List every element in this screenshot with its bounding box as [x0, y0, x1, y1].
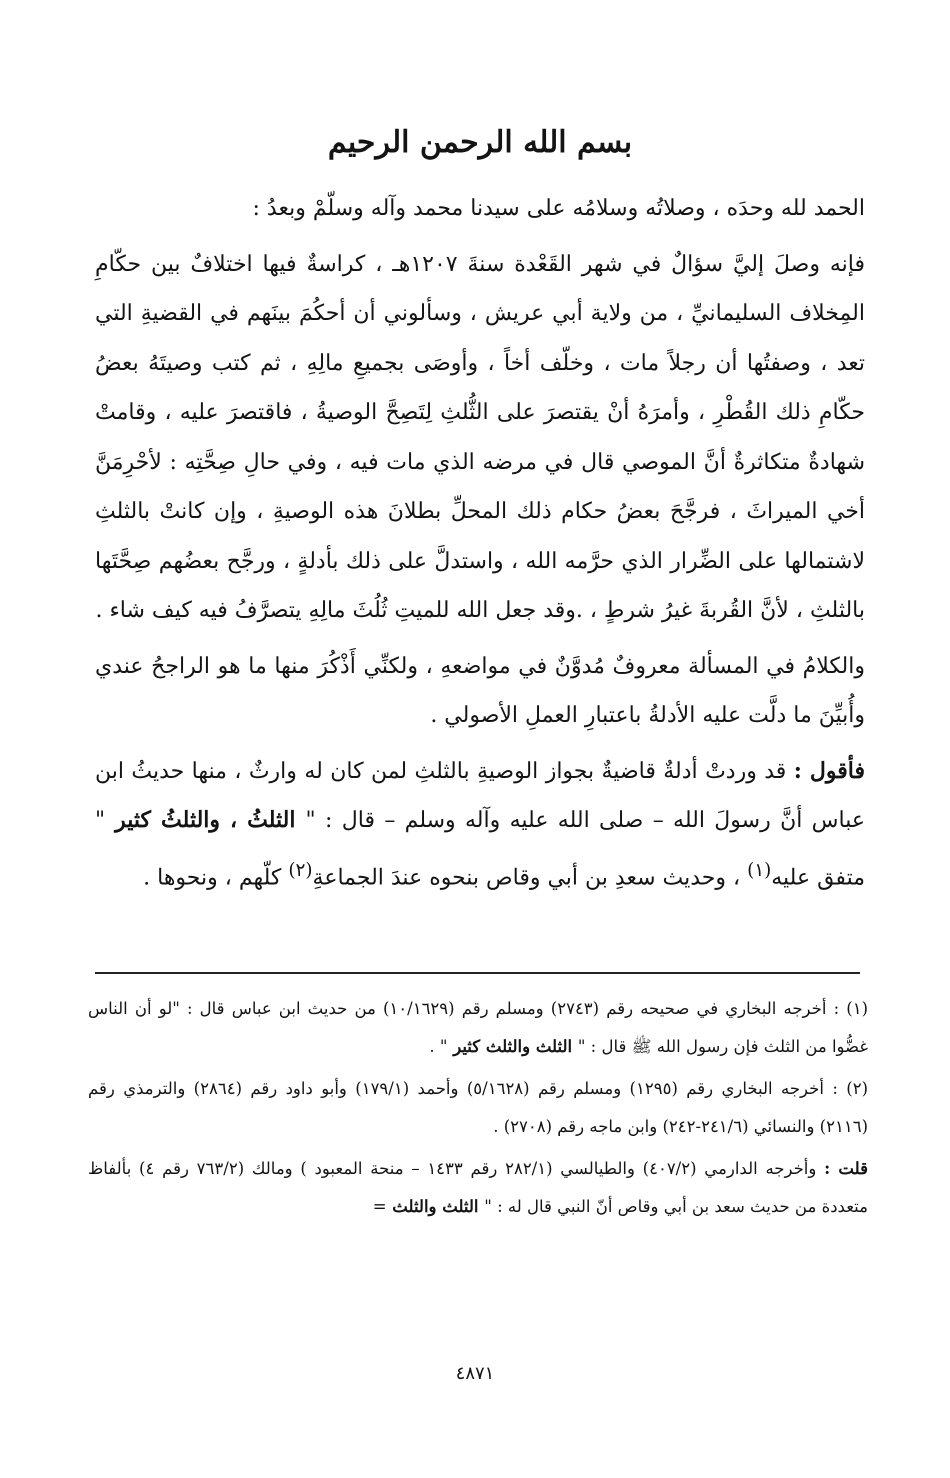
- footnote-note: [88, 1150, 868, 1226]
- footnote-ref-1: (١): [747, 859, 772, 881]
- footnote-note-lead: قلت :: [824, 1159, 868, 1178]
- hadith-quote: الثلثُ ، والثلثُ كثير: [105, 807, 306, 833]
- footnote-1: [88, 990, 868, 1066]
- footnote-2: [88, 1070, 868, 1146]
- body-text: [95, 184, 865, 902]
- footnote-2-number: (٢) :: [832, 1079, 868, 1098]
- paragraph-discussion: والكلامُ في المسألة معروفٌ مُدوَّنٌ في مواضعهِ ، ولكنِّي أَذْكُرَ منها ما هو الراجحُ عندي وأُبيِّنَ ما دلَّت عليه الأدلةُ باعتبارِ العملِ الأصولي .: [95, 653, 865, 728]
- argument-text-4: كلّهم ، ونحوها .: [143, 864, 289, 890]
- footnote-1-text: أخرجه البخاري في صحيحه رقم (٢٧٤٣) ومسلم رقم (١٠/١٦٢٩) من حديث ابن عباس قال : "لو أن الناس غضُّوا من الثلث فإن رسول الله ﷺ قال : ": [88, 999, 868, 1056]
- paragraph-opening: الحمد لله وحدَه ، وصلاتُه وسلامُه على سيدنا محمد وآله وسلّمْ وبعدُ :: [252, 196, 865, 221]
- page-number: ٤٨٧١: [455, 1363, 495, 1384]
- footnote-note-text: وأخرجه الدارمي (٤٠٧/٢) والطيالسي (٢٨٢/١ رقم ١٤٣٣ – منحة المعبود ) ومالك (٧٦٣/٢ رقم ٤) بألفاظ متعددة من حديث سعد بن أبي وقاص أنّ النبي قال له : ": [88, 1159, 868, 1216]
- paragraph-argument: [95, 747, 865, 903]
- footnote-2-text: أخرجه البخاري رقم (١٢٩٥) ومسلم رقم (٥/١٦٢٨) وأحمد (١٧٩/١) وأبو داود رقم (٢٨٦٤) والترمذي رقم (٢١١٦) والنسائي (٢٤١/٦-٢٤٢) وابن ماجه رقم (٢٧٠٨) .: [88, 1079, 868, 1136]
- footnotes: [88, 990, 868, 1230]
- footnote-1-end: " .: [429, 1037, 448, 1056]
- footnote-note-end: =: [372, 1197, 387, 1216]
- argument-text-3: ، وحديث سعدِ بن أبي وقاص بنحوه عندَ الجماعةِ: [312, 864, 748, 890]
- argument-text-1: قد وردتْ أدلةٌ قاضيةٌ بجواز الوصيةِ بالثلثِ لمن كان له وارثٌ ، منها حديثُ ابن عباس أنَّ رسولَ الله – صلى الله عليه وآله وسلم – قال : ": [95, 758, 866, 833]
- paragraph-question: فإنه وصلَ إليَّ سؤالٌ في شهر القَعْدة سنةَ ١٢٠٧هـ ، كراسةٌ فيها اختلافٌ بين حكّامِ المِخلاف السليمانيِّ ، من ولاية أبي عريش ، وسألوني أن أحكُمَ بينَهم في القضيةِ التي تعد ، وصفتُها أن رجلاً مات ، وخلّف أخاً ، وأوصَى بجميعِ مالِهِ ، ثم كتب وصيتَهُ بعضُ حكّامِ ذلك القُطْرِ ، وأمرَهُ أنْ يقتصرَ على الثُّلثِ لِتَصِحَّ الوصيةُ ، فاقتصرَ عليه ، وقامتْ شهادةٌ متكاثرةٌ أنَّ الموصي قال في مرضه الذي مات فيه ، وفي حالِ صِحَّتِه : لأحْرِمَنَّ أخي الميراثَ ، فرجَّحَ بعضُ حكام ذلك المحلِّ بطلانَ هذه الوصيةِ ، وإن كانتْ بالثلثِ لاشتمالها على الضِّرار الذي حرَّمه الله ، واستدلَّ على ذلك بأدلةٍ ، ورجَّح بعضُهم صِحَّتَها بالثلثِ ، لأنَّ القُربةَ غيرُ شرطٍ ، .وقد جعل الله للميتِ ثُلُثَ مالِهِ يتصرَّفُ فيه كيف شاء .: [95, 251, 865, 623]
- page-title: بسم الله الرحمن الرحيم: [327, 125, 633, 160]
- footnote-note-quote: الثلث والثلث: [386, 1197, 485, 1216]
- footnote-1-number: (١) :: [833, 999, 868, 1018]
- footnote-divider: [95, 972, 860, 974]
- footnote-ref-2: (٢): [288, 859, 313, 881]
- page-content: [95, 118, 865, 902]
- argument-text-2: " متفق عليه: [95, 808, 865, 890]
- argument-lead: فأقول :: [793, 757, 865, 784]
- footnote-1-quote: الثلث والثلث كثير: [447, 1037, 578, 1056]
